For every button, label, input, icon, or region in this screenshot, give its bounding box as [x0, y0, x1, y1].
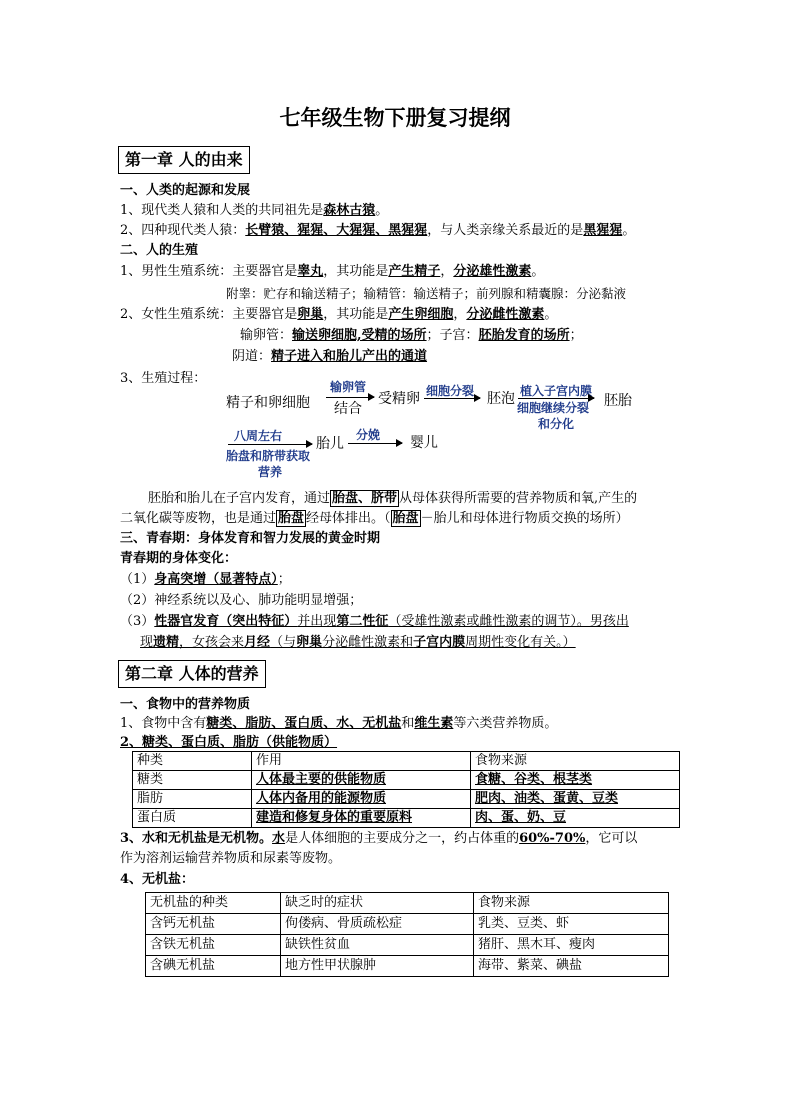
table-cell: 含碘无机盐 [146, 956, 281, 977]
reproduction-process-title: 3、生殖过程： [120, 371, 207, 386]
page-title: 七年级生物下册复习提纲 [279, 105, 511, 130]
male-system-line-2: 附睾：贮存和输送精子；输精管：输送精子；前列腺和精囊腺：分泌黏液 [226, 286, 627, 301]
table-header-cell: 缺乏时的症状 [281, 893, 474, 914]
table-row [146, 935, 669, 956]
table-cell: 佝偻病、骨质疏松症 [281, 914, 474, 935]
table-row [146, 956, 669, 977]
node-fetus: 胎儿 [316, 436, 344, 452]
table-cell: 乳类、豆类、虾 [474, 914, 669, 935]
table-cell: 人体最主要的供能物质 [252, 771, 471, 790]
node-infant: 婴儿 [410, 435, 438, 451]
table-cell: 海带、紫菜、碘盐 [474, 956, 669, 977]
table-cell: 建造和修复身体的重要原料 [252, 809, 471, 828]
table-cell: 脂肪 [133, 790, 252, 809]
arrow-4-label-top: 八周左右 [234, 429, 283, 443]
ch1-line-apes: 2、四种现代类人猿：长臂猿、猩猩、大猩猩、黑猩猩，与人类亲缘关系最近的是黑猩猩。 [120, 223, 636, 238]
table-cell: 猪肝、黑木耳、瘦肉 [474, 935, 669, 956]
node-blastocyst: 胚泡 [487, 391, 515, 407]
table-header-cell: 食物来源 [474, 893, 669, 914]
table-cell: 缺铁性贫血 [281, 935, 474, 956]
minerals-table [145, 892, 669, 977]
table-cell: 含铁无机盐 [146, 935, 281, 956]
nutrients-table [132, 751, 680, 828]
placenta-paragraph-line-2: 二氧化碳等废物，也是通过 胎盘 经母体排出。（ 胎盘 －胎儿和母体进行物质交换的场所） [120, 511, 629, 526]
arrow-1-label-top: 输卵管 [330, 380, 367, 394]
puberty-item-3: （3）性器官发育（突出特征）并出现第二性征（受雄性激素或雌性激素的调节）。男孩出 [120, 614, 629, 629]
table-header-row [146, 893, 669, 914]
arrow-1-label-bottom: 结合 [334, 401, 362, 417]
arrow-4-label-bottom-1: 胎盘和脐带获取 [226, 449, 311, 463]
ch2-section-1-title: 一、食物中的营养物质 [120, 697, 251, 712]
table-cell: 肥肉、油类、蛋黄、豆类 [471, 790, 680, 809]
table-cell: 糖类 [133, 771, 252, 790]
arrow-5 [348, 443, 402, 444]
puberty-item-1: （1）身高突增（显著特点）； [120, 572, 291, 587]
ch1-section-1-title: 一、人类的起源和发展 [120, 183, 251, 198]
ch2-line-minerals: 4、无机盐： [120, 872, 195, 887]
node-embryo: 胚胎 [604, 393, 632, 409]
arrow-1 [326, 397, 374, 398]
table-cell: 含钙无机盐 [146, 914, 281, 935]
table-cell: 人体内备用的能源物质 [252, 790, 471, 809]
ch1-line-ancestor: 1、现代类人猿和人类的共同祖先是森林古猿。 [120, 203, 389, 218]
female-system-line: 2、女性生殖系统：主要器官是卵巢，其功能是产生卵细胞，分泌雌性激素。 [120, 307, 558, 322]
table-cell: 蛋白质 [133, 809, 252, 828]
arrow-3-label-bottom-2: 和分化 [538, 417, 575, 431]
table-row [146, 914, 669, 935]
table-cell: 食糖、谷类、根茎类 [471, 771, 680, 790]
arrow-3-label-top: 植入子宫内膜 [520, 384, 593, 398]
arrow-4-label-bottom-2: 营养 [258, 465, 283, 479]
female-system-line-3: 阴道：精子进入和胎儿产出的通道 [232, 349, 428, 364]
table-cell: 肉、蛋、奶、豆 [471, 809, 680, 828]
table-header-cell: 无机盐的种类 [146, 893, 281, 914]
arrow-3-label-bottom-1: 细胞继续分裂 [517, 401, 590, 415]
arrow-2-label-top: 细胞分裂 [426, 384, 475, 398]
arrow-5-label-top: 分娩 [356, 428, 381, 442]
placenta-paragraph-line-1: 胚胎和胎儿在子宫内发育，通过 胎盘、脐带 从母体获得所需要的营养物质和氧,产生的 [148, 491, 638, 506]
ch1-section-2-title: 二、人的生殖 [120, 243, 199, 258]
ch2-line-nutrients: 1、食物中含有糖类、脂肪、蛋白质、水、无机盐和维生素等六类营养物质。 [120, 716, 558, 731]
table-header-row [133, 752, 680, 771]
table-cell: 地方性甲状腺肿 [281, 956, 474, 977]
table-row [133, 790, 680, 809]
female-system-line-2: 输卵管：输送卵细胞,受精的场所；子宫：胚胎发育的场所； [240, 328, 583, 343]
chapter-2-heading: 第二章 人体的营养 [118, 660, 266, 688]
ch2-line-energy-substances: 2、糖类、蛋白质、脂肪（供能物质） [120, 735, 338, 750]
arrow-2 [424, 398, 480, 399]
puberty-subtitle: 青春期的身体变化： [120, 551, 238, 566]
node-sperm-egg: 精子和卵细胞 [226, 395, 310, 411]
arrow-4 [228, 444, 312, 445]
node-zygote: 受精卵 [378, 391, 420, 407]
ch2-line-water-2: 作为溶剂运输营养物质和尿素等废物。 [120, 851, 342, 866]
chapter-1-heading: 第一章 人的由来 [118, 146, 250, 174]
table-header-cell: 种类 [133, 752, 252, 771]
male-system-line: 1、男性生殖系统：主要器官是睾丸，其功能是产生精子，分泌雄性激素。 [120, 264, 545, 279]
table-row [133, 771, 680, 790]
table-header-cell: 食物来源 [471, 752, 680, 771]
table-row [133, 809, 680, 828]
ch2-line-water: 3、水和无机盐是无机物。水是人体细胞的主要成分之一，约占体重的60%-70%，它可以 [120, 831, 638, 846]
puberty-item-3-cont: 现遗精，女孩会来月经（与卵巢分泌雌性激素和子宫内膜周期性变化有关。） [140, 635, 576, 650]
table-header-cell: 作用 [252, 752, 471, 771]
ch1-section-3-title: 三、青春期：身体发育和智力发展的黄金时期 [120, 531, 381, 546]
puberty-item-2: （2）神经系统以及心、肺功能明显增强； [120, 593, 363, 608]
